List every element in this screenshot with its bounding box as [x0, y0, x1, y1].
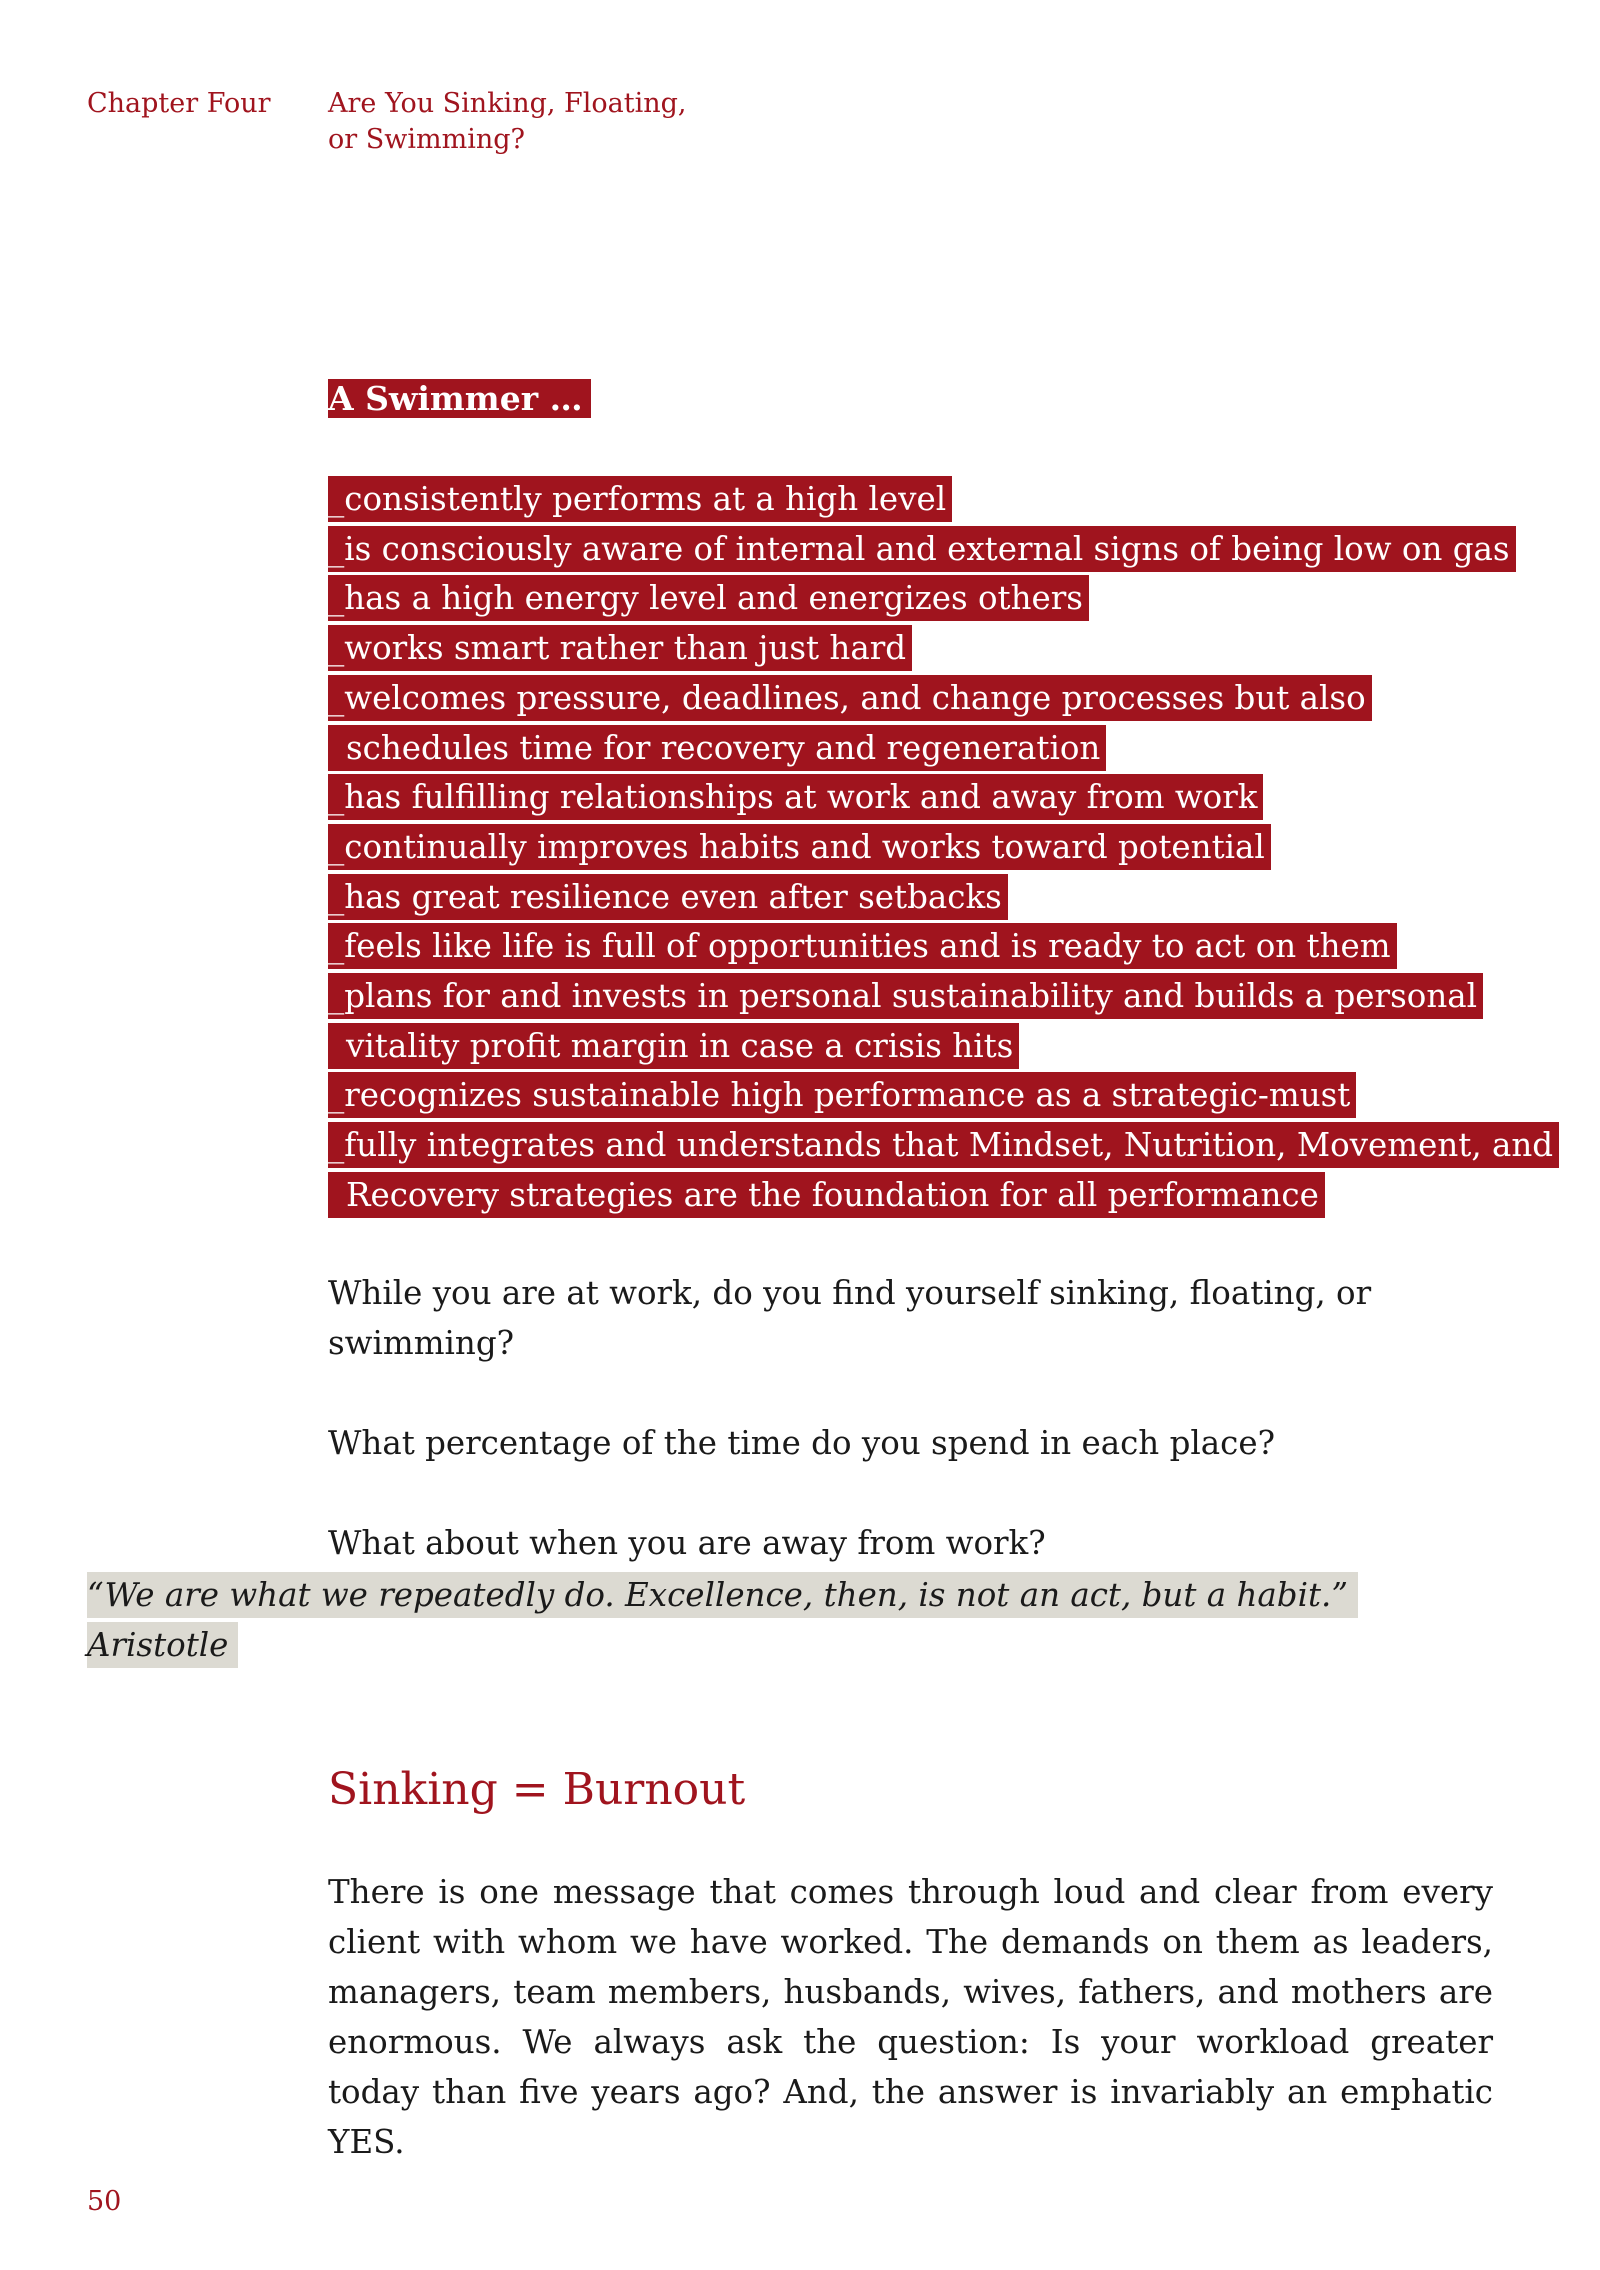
- chapter-title: [328, 86, 688, 158]
- question-3: What about when you are away from work?: [328, 1524, 1046, 1562]
- swimmer-list-item: [328, 525, 1508, 575]
- chapter-title-line-1: Are You Sinking, Floating,: [328, 88, 687, 119]
- body-paragraph: There is one message that comes through loud and clear from every client with whom we have worked. The demands on them as leaders, managers, team members, husbands, wives, fathers, and mothers are enormous. We always ask the question: Is your workload greater today than five years ago? And, the answer is invariably an emphatic YES.: [328, 1873, 1493, 2161]
- swimmer-list-item-continuation: [328, 1171, 1508, 1221]
- chapter-label: Chapter Four: [87, 88, 271, 119]
- swimmer-list-item: [328, 574, 1508, 624]
- swimmer-list-item: [328, 624, 1508, 674]
- swimmer-heading: [328, 374, 591, 424]
- swimmer-list-item-text: vitality profit margin in case a crisis hits: [328, 1023, 1019, 1069]
- swimmer-list-item-text: _continually improves habits and works toward potential: [328, 824, 1271, 870]
- swimmer-list-item-text: _consistently performs at a high level: [328, 476, 952, 522]
- section-title: Sinking = Burnout: [328, 1764, 746, 1815]
- swimmer-list-item: [328, 823, 1508, 873]
- page-number: 50: [87, 2186, 122, 2217]
- swimmer-list-item-text: _feels like life is full of opportunities and is ready to act on them: [328, 923, 1397, 969]
- question-1: While you are at work, do you find yourself sinking, floating, or swimming?: [328, 1274, 1372, 1362]
- questions: [328, 1268, 1528, 1618]
- swimmer-list-item-continuation: [328, 1022, 1508, 1072]
- swimmer-list-item-continuation: [328, 724, 1508, 774]
- swimmer-list-item: [328, 773, 1508, 823]
- swimmer-list-item-text: _has great resilience even after setbacks: [328, 874, 1008, 920]
- swimmer-list: [328, 475, 1554, 1221]
- swimmer-list-item: [328, 475, 1508, 525]
- swimmer-list-item: [328, 674, 1508, 724]
- question-2: What percentage of the time do you spend in each place?: [328, 1424, 1276, 1462]
- swimmer-list-item-text: Recovery strategies are the foundation for all performance: [328, 1172, 1325, 1218]
- swimmer-heading-text: A Swimmer …: [328, 379, 591, 418]
- swimmer-list-item-text: _is consciously aware of internal and external signs of being low on gas: [328, 526, 1516, 572]
- swimmer-list-item-text: _welcomes pressure, deadlines, and change processes but also: [328, 675, 1372, 721]
- quote-author: Aristotle: [87, 1622, 238, 1668]
- swimmer-list-item: [328, 873, 1508, 923]
- swimmer-list-item-text: _plans for and invests in personal sustainability and builds a personal: [328, 973, 1483, 1019]
- swimmer-list-item-text: _has a high energy level and energizes others: [328, 575, 1089, 621]
- swimmer-list-item-text: schedules time for recovery and regeneration: [328, 725, 1106, 771]
- swimmer-list-item: [328, 972, 1508, 1022]
- swimmer-list-item: [328, 922, 1508, 972]
- swimmer-list-item-text: _has fulfilling relationships at work and away from work: [328, 774, 1263, 820]
- chapter-title-line-2: or Swimming?: [328, 124, 525, 155]
- swimmer-list-item-text: _fully integrates and understands that Mindset, Nutrition, Movement, and: [328, 1122, 1559, 1168]
- quote-block: [87, 1570, 1358, 1670]
- swimmer-list-item: [328, 1071, 1508, 1121]
- swimmer-list-item: [328, 1121, 1554, 1171]
- quote-text: “We are what we repeatedly do. Excellence, then, is not an act, but a habit.”: [87, 1572, 1358, 1618]
- swimmer-list-item-text: _works smart rather than just hard: [328, 625, 912, 671]
- swimmer-list-item-text: _recognizes sustainable high performance as a strategic-must: [328, 1072, 1356, 1118]
